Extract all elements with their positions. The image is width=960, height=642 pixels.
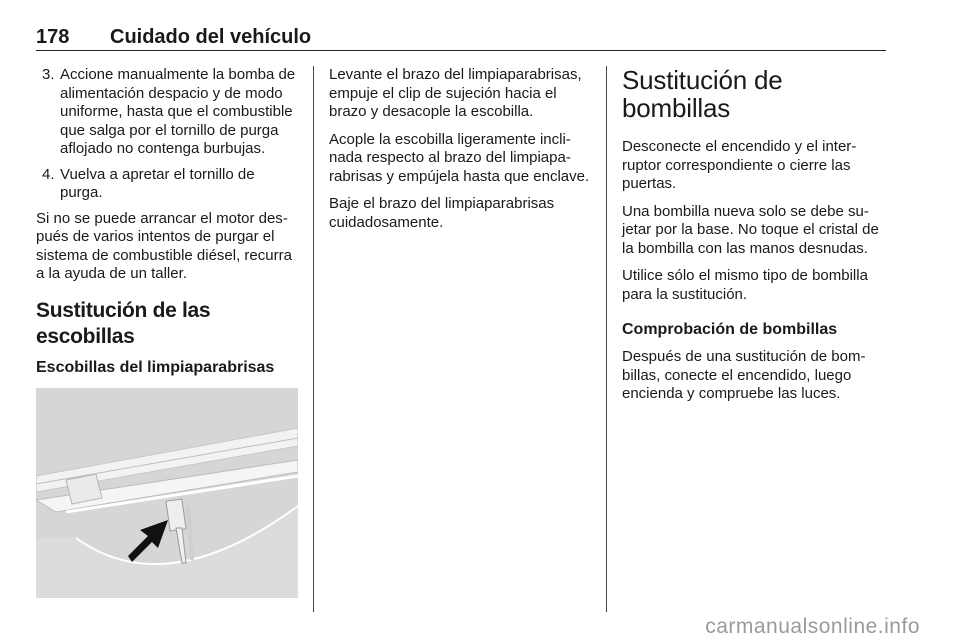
instruction-paragraph: Después de una sustitución de bombillas, conecte el encendido, luego encienda y compruebe las luces. [622, 348, 866, 402]
site-watermark: carmanualsonline.info [705, 615, 920, 638]
section-heading-bulb-replacement: Sustitución de bombillas [622, 65, 783, 123]
instruction-paragraph: Una bombilla nueva solo se debe sujetar por la base. No toque el cristal de la bombilla con las manos desnudas. [622, 202, 879, 257]
column-2 [329, 66, 591, 241]
instruction-paragraph: Baje el brazo del limpiaparabrisas cuidadosamente. [329, 195, 555, 231]
column-divider-2 [606, 66, 607, 612]
column-3 [622, 66, 886, 413]
page-header [36, 26, 886, 51]
wiper-drawing [36, 388, 298, 598]
instruction-paragraph: Acople la escobilla ligeramente inclinada respecto al brazo del limpiaparabrisas y empújela hasta que enclave. [329, 130, 590, 185]
instruction-paragraph: Utilice sólo el mismo tipo de bombilla para la sustitución. [622, 267, 868, 303]
step-item [36, 66, 298, 159]
column-divider-1 [313, 66, 314, 612]
procedure-steps [36, 66, 298, 203]
workshop-note: Si no se puede arrancar el motor después de varios intentos de purgar el sistema de combustible diésel, recurra a la ayuda de un taller. [36, 209, 292, 282]
subheading-windscreen-wipers: Escobillas del limpiaparabrisas [36, 358, 275, 376]
page-number: 178 [36, 26, 70, 48]
instruction-paragraph: Desconecte el encendido y el interruptor correspondiente o cierre las puertas. [622, 138, 857, 192]
step-number: 4. [42, 165, 55, 183]
section-heading-wiper-blades: Sustitución de las escobillas [36, 298, 211, 348]
step-item [36, 166, 298, 203]
chapter-title: Cuidado del vehículo [110, 26, 312, 48]
step-number: 3. [42, 66, 55, 83]
step-text: Vuelva a apretar el tornillo de purga. [60, 165, 255, 201]
column-1 [36, 66, 298, 598]
step-text: Accione manualmente la bomba de alimentación despacio y de modo uniforme, hasta que el combustible que salga por el tornillo de purga aflojado no contenga burbujas. [60, 66, 296, 157]
wiper-blade-illustration [36, 388, 298, 598]
instruction-paragraph: Levante el brazo del limpiaparabrisas, empuje el clip de sujeción hacia el brazo y desacople la escobilla. [329, 66, 582, 120]
subheading-bulb-check: Comprobación de bombillas [622, 321, 838, 338]
